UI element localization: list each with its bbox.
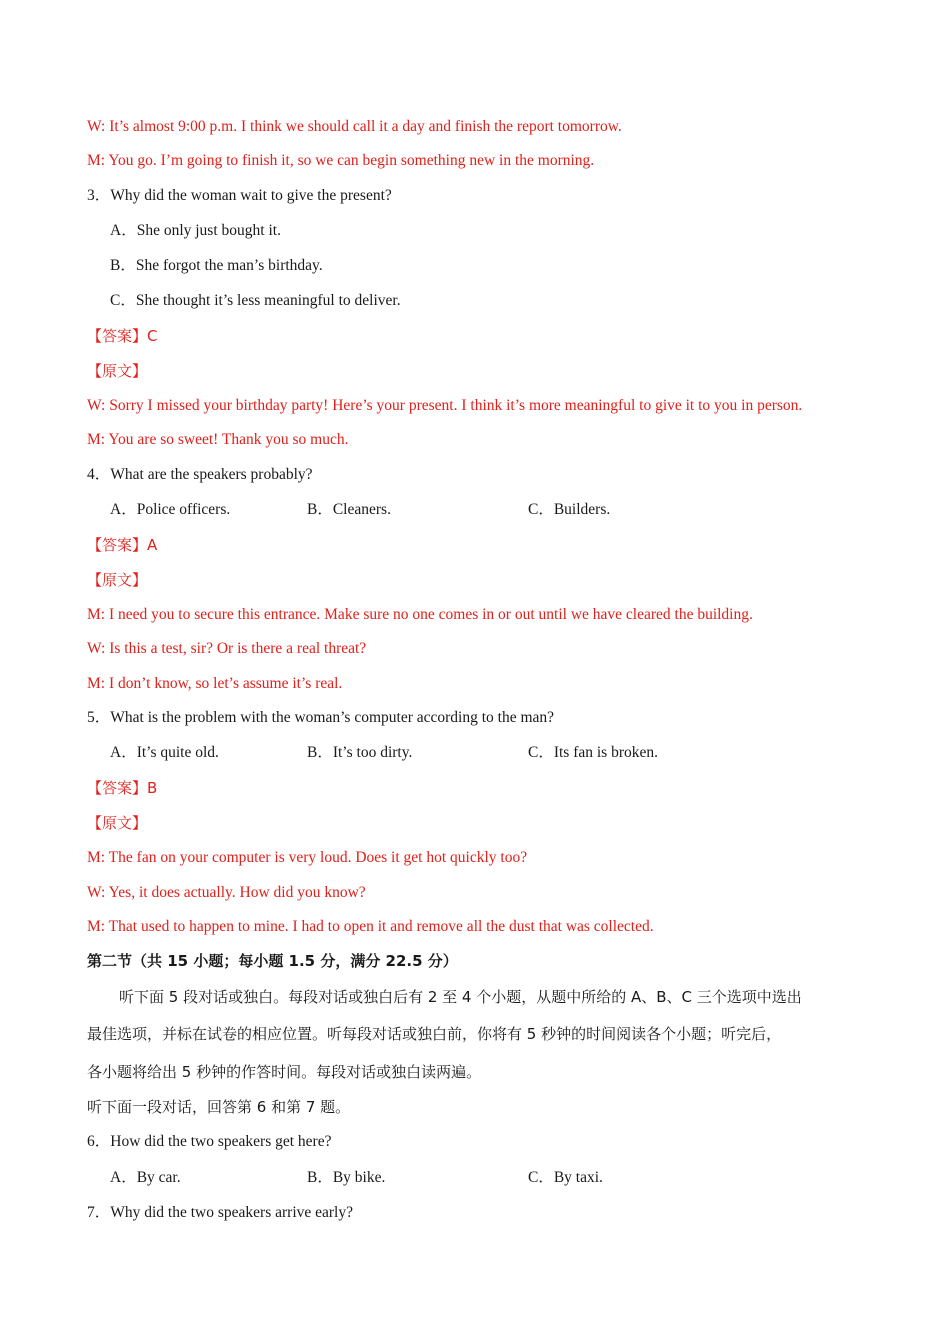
q3-option-b: B．She forgot the man’s birthday.	[110, 257, 323, 274]
q3-option-c: C．She thought it’s less meaningful to deliver.	[110, 292, 401, 309]
q4-option-b: B．Cleaners.	[307, 501, 391, 518]
instruction-paragraph: 听下面 5 段对话或独白。每段对话或独白后有 2 至 4 个小题，从题中所给的 A、B、C 三个选项中选出	[119, 988, 802, 1006]
q5-transcript-label: 【原文】	[87, 814, 148, 832]
transcript-line: W: Sorry I missed your birthday party! Here’s your present. I think it’s more meaningful to give it to you in person.	[87, 397, 803, 414]
q6-option-b: B．By bike.	[307, 1169, 386, 1186]
q5-option-c: C．Its fan is broken.	[528, 744, 659, 761]
transcript-line: W: Yes, it does actually. How did you know?	[87, 884, 366, 901]
transcript-line: M: I don’t know, so let’s assume it’s real.	[87, 675, 343, 692]
q4-option-a: A．Police officers.	[110, 501, 231, 518]
q6-option-c: C．By taxi.	[528, 1169, 603, 1186]
q4-option-c: C．Builders.	[528, 501, 611, 518]
instruction-paragraph: 最佳选项，并标在试卷的相应位置。听每段对话或独白前，你将有 5 秒钟的时间阅读各个小题；听完后，	[87, 1025, 782, 1043]
transcript-line: M: The fan on your computer is very loud. Does it get hot quickly too?	[87, 849, 528, 866]
q5-option-a: A．It’s quite old.	[110, 744, 219, 761]
transcript-line: M: You go. I’m going to finish it, so we can begin something new in the morning.	[87, 152, 595, 169]
q5-answer: 【答案】B	[87, 779, 158, 797]
transcript-line: W: It’s almost 9:00 p.m. I think we should call it a day and finish the report tomorrow.	[87, 118, 622, 135]
transcript-line: M: That used to happen to mine. I had to open it and remove all the dust that was collected.	[87, 918, 654, 935]
question-5: 5．What is the problem with the woman’s computer according to the man?	[87, 709, 555, 726]
q5-option-b: B．It’s too dirty.	[307, 744, 413, 761]
transcript-line: M: I need you to secure this entrance. Make sure no one comes in or out until we have cleared the building.	[87, 606, 753, 623]
q4-transcript-label: 【原文】	[87, 571, 148, 589]
transcript-line: W: Is this a test, sir? Or is there a real threat?	[87, 640, 367, 657]
question-6: 6．How did the two speakers get here?	[87, 1133, 332, 1150]
transcript-line: M: You are so sweet! Thank you so much.	[87, 431, 349, 448]
q3-transcript-label: 【原文】	[87, 362, 148, 380]
instruction-note: 听下面一段对话，回答第 6 和第 7 题。	[87, 1098, 351, 1116]
q3-answer: 【答案】C	[87, 327, 158, 345]
q6-option-a: A．By car.	[110, 1169, 181, 1186]
question-4: 4．What are the speakers probably?	[87, 466, 313, 483]
instruction-paragraph: 各小题将给出 5 秒钟的作答时间。每段对话或独白读两遍。	[87, 1063, 482, 1081]
question-3: 3．Why did the woman wait to give the present?	[87, 187, 392, 204]
q3-option-a: A．She only just bought it.	[110, 222, 281, 239]
q4-answer: 【答案】A	[87, 536, 158, 554]
question-7: 7．Why did the two speakers arrive early?	[87, 1204, 353, 1221]
section-heading: 第二节（共 15 小题；每小题 1.5 分，满分 22.5 分）	[87, 952, 458, 970]
